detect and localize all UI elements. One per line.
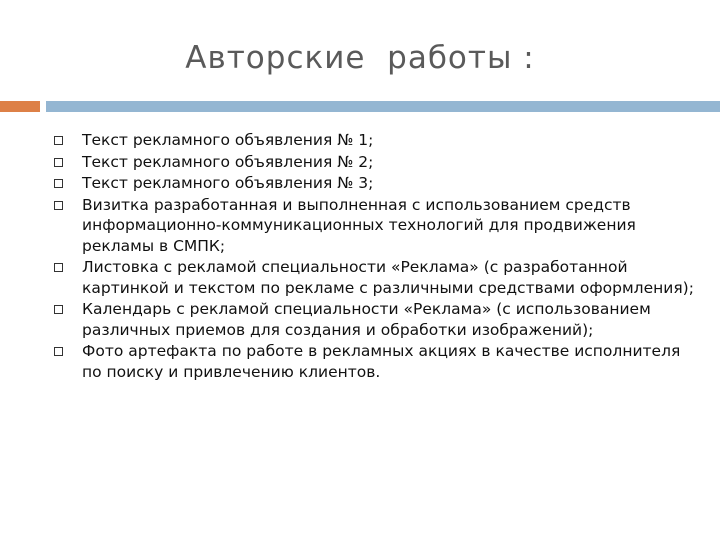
bullet-item bbox=[54, 152, 694, 173]
hollow-square-icon bbox=[54, 158, 63, 167]
hollow-square-icon bbox=[54, 179, 63, 188]
title-divider-bar bbox=[46, 101, 720, 112]
bullet-text: Визитка разработанная и выполненная с использованием средств информационно-коммуникационных технологий для продвижения рекламы в СМПК; bbox=[82, 195, 636, 255]
bullet-list bbox=[54, 130, 694, 383]
slide-title: Авторские работы : bbox=[185, 40, 535, 76]
hollow-square-icon bbox=[54, 347, 63, 356]
title-accent-bar bbox=[0, 101, 40, 112]
bullet-text: Календарь с рекламой специальности «Реклама» (с использованием различных приемов для создания и обработки изображений); bbox=[82, 300, 651, 339]
hollow-square-icon bbox=[54, 305, 63, 314]
hollow-square-icon bbox=[54, 136, 63, 145]
bullet-item bbox=[54, 130, 694, 151]
bullet-item bbox=[54, 341, 694, 382]
bullet-text: Текст рекламного объявления № 2; bbox=[82, 152, 374, 171]
bullet-text: Текст рекламного объявления № 3; bbox=[82, 174, 374, 192]
bullet-text: Фото артефакта по работе в рекламных акциях в качестве исполнителя по поиску и привлечению клиентов. bbox=[82, 342, 681, 381]
bullet-text: Текст рекламного объявления № 1; bbox=[82, 131, 374, 149]
bullet-text: Листовка с рекламой специальности «Реклама» (с разработанной картинкой и текстом по рекламе с различными средствами оформления); bbox=[82, 258, 694, 297]
bullet-item bbox=[54, 299, 694, 340]
hollow-square-icon bbox=[54, 201, 63, 210]
bullet-item bbox=[54, 195, 694, 257]
bullet-item bbox=[54, 173, 694, 194]
bullet-item bbox=[54, 257, 694, 298]
hollow-square-icon bbox=[54, 263, 63, 272]
